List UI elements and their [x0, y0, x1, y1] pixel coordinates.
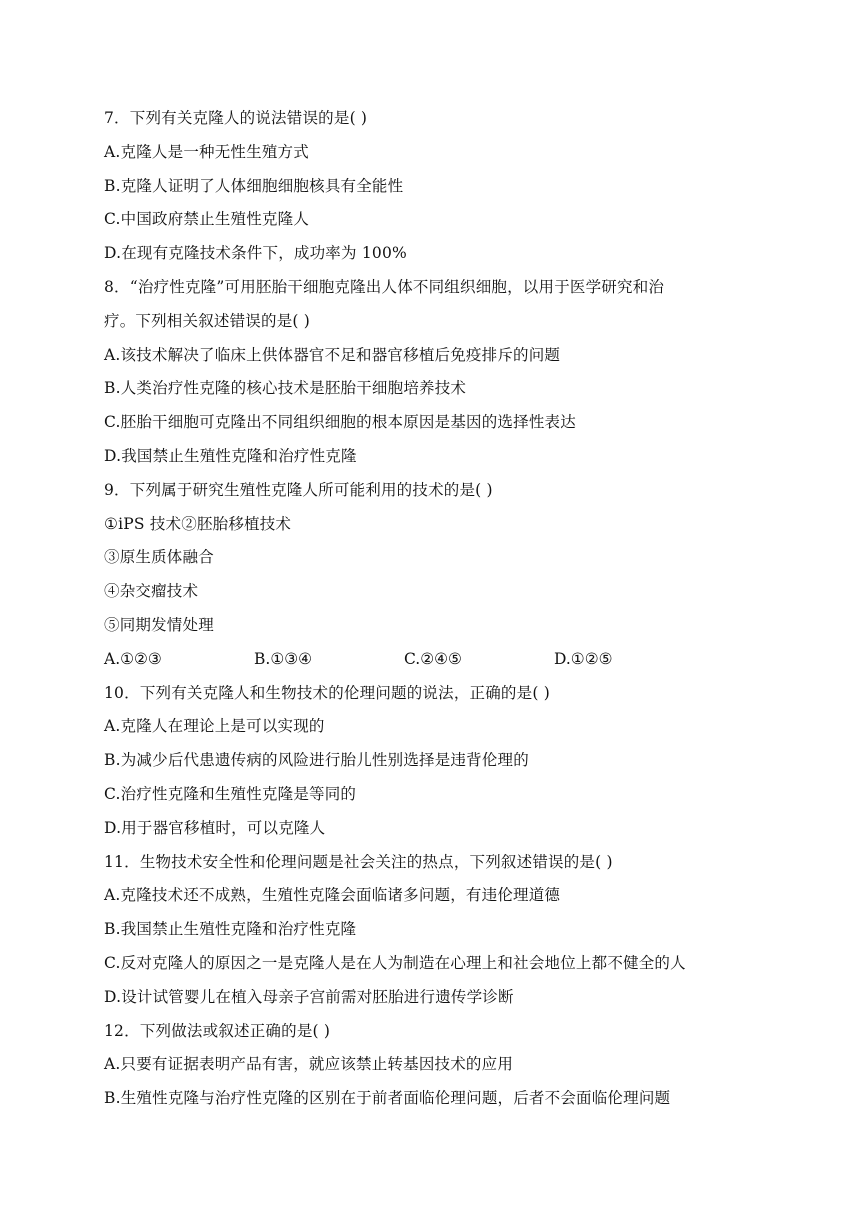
question-9-item-1: ①iPS 技术②胚胎移植技术	[104, 514, 292, 533]
question-12-stem: 12．下列做法或叙述正确的是( )	[104, 1021, 331, 1040]
question-11-option-a: A.克隆技术还不成熟，生殖性克隆会面临诸多问题，有违伦理道德	[104, 886, 561, 905]
question-9-item-4: ⑤同期发情处理	[104, 615, 214, 634]
question-8-option-d: D.我国禁止生殖性克隆和治疗性克隆	[104, 446, 357, 465]
question-7-option-d: D.在现有克隆技术条件下，成功率为 100%	[104, 244, 407, 263]
question-11-option-c: C.反对克隆人的原因之一是克隆人是在人为制造在心理上和社会地位上都不健全的人	[104, 953, 686, 972]
question-8-option-a: A.该技术解决了临床上供体器官不足和器官移植后免疫排斥的问题	[104, 345, 561, 364]
question-11-stem: 11．生物技术安全性和伦理问题是社会关注的热点，下列叙述错误的是( )	[104, 852, 613, 871]
question-9-option-b: B.①③④	[254, 649, 313, 668]
question-8-option-b: B.人类治疗性克隆的核心技术是胚胎干细胞培养技术	[104, 379, 467, 398]
question-10-option-c: C.治疗性克隆和生殖性克隆是等同的	[104, 784, 357, 803]
question-10-option-a: A.克隆人在理论上是可以实现的	[104, 717, 325, 736]
question-7-option-b: B.克隆人证明了人体细胞细胞核具有全能性	[104, 176, 404, 195]
question-12-option-a: A.只要有证据表明产品有害，就应该禁止转基因技术的应用	[104, 1055, 514, 1074]
question-9-option-d: D.①②⑤	[554, 649, 613, 668]
question-9-option-c: C.②④⑤	[404, 649, 462, 668]
question-9-options	[104, 643, 756, 677]
question-8-stem-line-2: 疗。下列相关叙述错误的是( )	[104, 311, 311, 330]
question-9-option-a: A.①②③	[104, 649, 162, 668]
question-10-option-b: B.为减少后代患遗传病的风险进行胎儿性别选择是违背伦理的	[104, 751, 529, 770]
question-10-option-d: D.用于器官移植时，可以克隆人	[104, 818, 326, 837]
question-11-option-b: B.我国禁止生殖性克隆和治疗性克隆	[104, 920, 357, 939]
question-11-option-d: D.设计试管婴儿在植入母亲子宫前需对胚胎进行遗传学诊断	[104, 987, 514, 1006]
question-8-option-c: C.胚胎干细胞可克隆出不同组织细胞的根本原因是基因的选择性表达	[104, 413, 576, 432]
question-list	[104, 102, 756, 1116]
question-8-stem-line-1: 8．“治疗性克隆”可用胚胎干细胞克隆出人体不同组织细胞，以用于医学研究和治	[104, 277, 665, 296]
question-12-option-b: B.生殖性克隆与治疗性克隆的区别在于前者面临伦理问题，后者不会面临伦理问题	[104, 1089, 671, 1108]
question-7-option-c: C.中国政府禁止生殖性克隆人	[104, 210, 310, 229]
question-7-stem: 7．下列有关克隆人的说法错误的是( )	[104, 109, 368, 127]
question-10-stem: 10．下列有关克隆人和生物技术的伦理问题的说法，正确的是( )	[104, 683, 550, 702]
question-7-option-a: A.克隆人是一种无性生殖方式	[104, 142, 309, 161]
question-9-item-3: ④杂交瘤技术	[104, 582, 199, 601]
question-9-item-2: ③原生质体融合	[104, 548, 214, 567]
question-9-stem: 9．下列属于研究生殖性克隆人所可能利用的技术的是( )	[104, 480, 493, 499]
